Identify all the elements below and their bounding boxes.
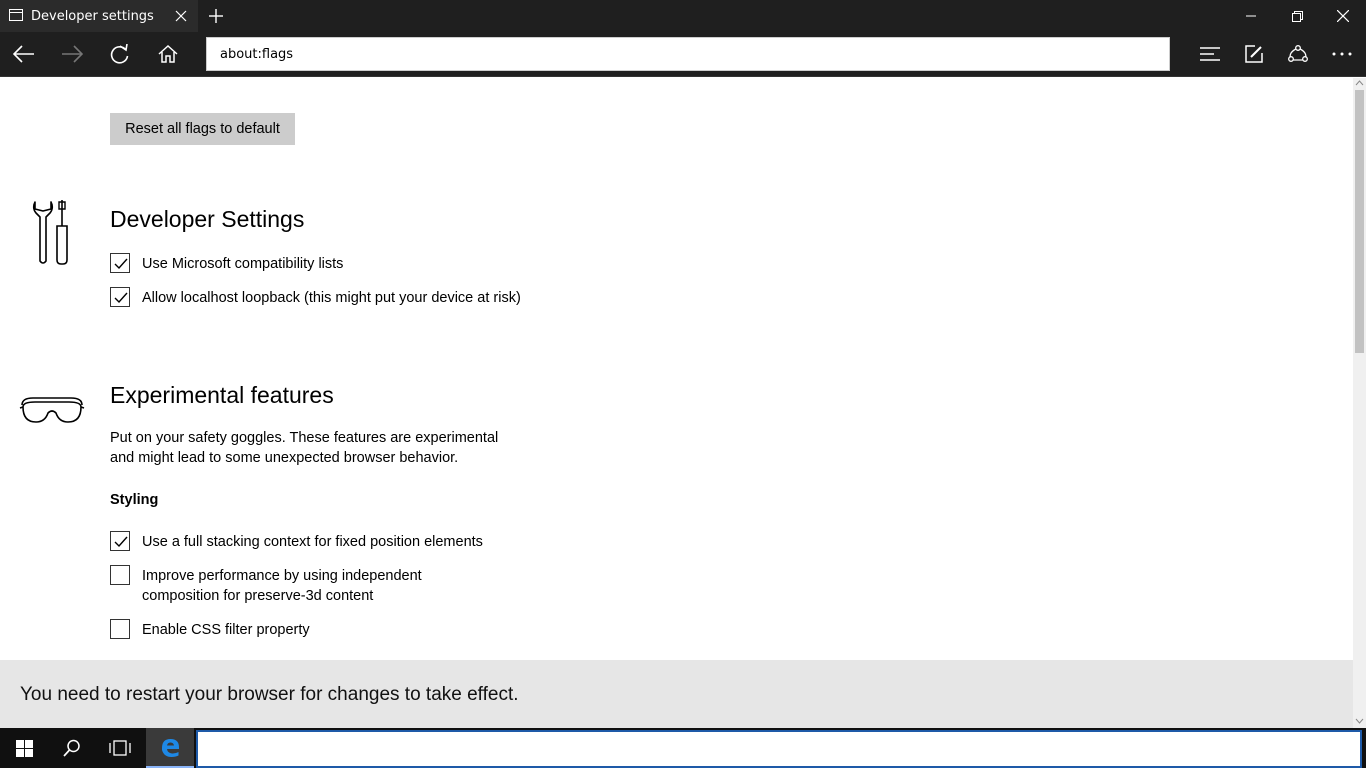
windows-logo-icon [16, 740, 33, 757]
refresh-icon [110, 44, 130, 64]
restart-notification [0, 660, 1353, 728]
option-preserve-3d[interactable] [110, 565, 530, 607]
restart-message: You need to restart your browser for changes to take effect. [20, 684, 519, 705]
home-icon [158, 44, 178, 64]
option-localhost-loopback[interactable] [110, 287, 530, 329]
hub-button[interactable] [1187, 32, 1233, 76]
task-view-button[interactable] [96, 728, 144, 768]
search-icon [63, 739, 81, 757]
minimize-icon [1246, 11, 1256, 21]
share-button[interactable] [1275, 32, 1321, 76]
localhost-loopback-label: Allow localhost loopback (this might put your device at risk) [142, 290, 521, 306]
localhost-loopback-checkbox[interactable] [110, 287, 130, 307]
minimize-button[interactable] [1228, 0, 1274, 32]
address-text[interactable]: about:flags [220, 47, 294, 62]
hub-icon [1200, 47, 1220, 61]
forward-button[interactable] [49, 32, 95, 76]
pencil-icon [1245, 45, 1263, 63]
share-icon [1288, 45, 1308, 63]
back-button[interactable] [1, 32, 47, 76]
title-bar [0, 0, 1366, 32]
css-filter-checkbox[interactable] [110, 619, 130, 639]
styling-heading: Styling [110, 492, 159, 508]
more-icon [1332, 52, 1352, 56]
new-tab-icon[interactable] [208, 8, 224, 24]
browser-tab[interactable] [0, 0, 198, 32]
task-view-icon [109, 740, 131, 756]
forward-arrow-icon [61, 45, 83, 63]
edge-logo-icon [159, 736, 181, 758]
navigation-toolbar [0, 32, 1366, 77]
search-button[interactable] [48, 728, 96, 768]
close-tab-icon[interactable] [174, 9, 188, 23]
edge-taskbar-button[interactable] [146, 728, 194, 768]
compat-lists-checkbox[interactable] [110, 253, 130, 273]
home-button[interactable] [145, 32, 191, 76]
safety-goggles-icon [19, 394, 85, 426]
experimental-description: Put on your safety goggles. These features are experimental and might lead to some unexpected browser behavior. [110, 430, 499, 466]
checkmark-icon [113, 534, 129, 550]
page-icon [9, 9, 23, 21]
refresh-button[interactable] [97, 32, 143, 76]
scroll-thumb[interactable] [1355, 90, 1364, 353]
more-button[interactable] [1319, 32, 1365, 76]
back-arrow-icon [13, 45, 35, 63]
option-compat-lists[interactable] [110, 253, 530, 275]
option-stacking-context[interactable] [110, 531, 530, 553]
css-filter-label: Enable CSS filter property [142, 622, 310, 638]
start-button[interactable] [0, 728, 48, 768]
developer-settings-title: Developer Settings [110, 206, 305, 232]
restore-button[interactable] [1274, 0, 1320, 32]
close-window-button[interactable] [1320, 0, 1366, 32]
stacking-context-label: Use a full stacking context for fixed position elements [142, 534, 483, 550]
restore-icon [1292, 11, 1303, 22]
taskbar-search-box[interactable] [196, 730, 1362, 768]
experimental-features-title: Experimental features [110, 382, 334, 408]
preserve-3d-label: Improve performance by using independent composition for preserve-3d content [142, 568, 422, 604]
tab-title: Developer settings [31, 9, 154, 24]
compat-lists-label: Use Microsoft compatibility lists [142, 256, 344, 272]
close-icon [1337, 10, 1349, 22]
web-note-button[interactable] [1231, 32, 1277, 76]
vertical-scrollbar[interactable] [1353, 78, 1366, 728]
checkmark-icon [113, 290, 129, 306]
taskbar [0, 728, 1366, 768]
scroll-up-icon[interactable] [1355, 80, 1364, 86]
address-bar[interactable] [206, 37, 1170, 71]
flags-page [0, 78, 1353, 660]
stacking-context-checkbox[interactable] [110, 531, 130, 551]
tools-icon [30, 198, 74, 266]
reset-flags-button[interactable]: Reset all flags to default [110, 113, 295, 145]
option-css-filter[interactable] [110, 619, 530, 641]
preserve-3d-checkbox[interactable] [110, 565, 130, 585]
scroll-down-icon[interactable] [1355, 718, 1364, 724]
checkmark-icon [113, 256, 129, 272]
